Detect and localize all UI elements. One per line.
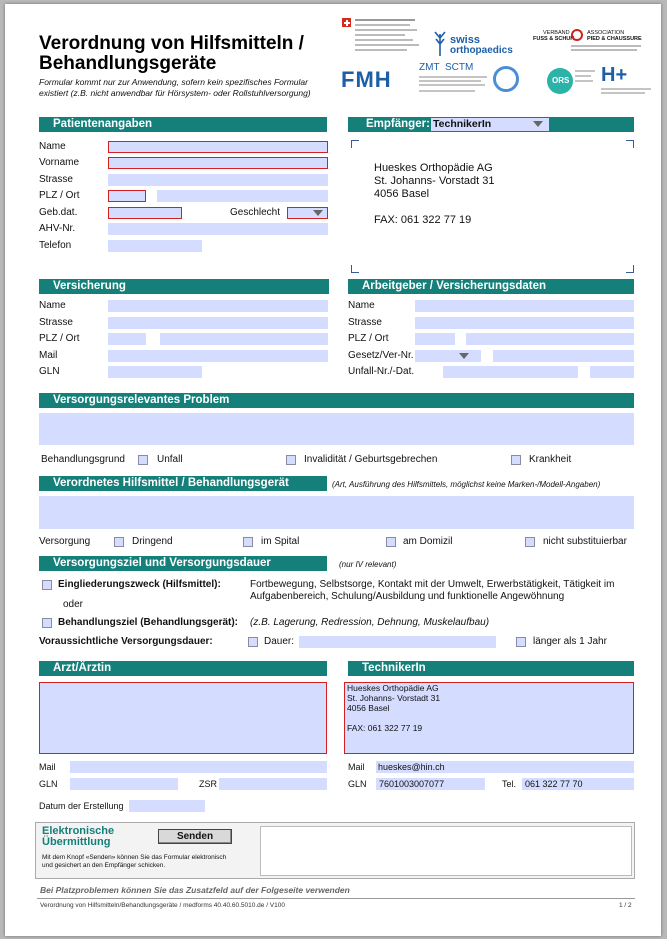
patient-geb-label: Geb.dat. (39, 207, 78, 218)
patient-ahv-field[interactable] (108, 223, 328, 235)
elektronisch-message-field[interactable] (260, 826, 632, 876)
krankheit-checkbox[interactable] (511, 455, 521, 465)
behandlungsziel-checkbox[interactable] (42, 618, 52, 628)
vers-gln-field[interactable] (108, 366, 202, 378)
techniker-tel-value: 061 322 77 70 (525, 779, 583, 789)
techniker-gln-label: GLN (348, 779, 367, 789)
tree-icon (433, 28, 447, 56)
fuss-schuh-logo: VERBAND FUSS & SCHUH ASSOCIATION PIED & CHAUSSURE (533, 28, 657, 58)
datum-erstellung-label: Datum der Erstellung (39, 801, 124, 811)
vers-ort-field[interactable] (160, 333, 328, 345)
eingliederung-label: Eingliederungszweck (Hilfsmittel): (58, 579, 221, 590)
oder-label: oder (63, 599, 84, 610)
patient-telefon-label: Telefon (39, 240, 72, 251)
spital-label: im Spital (261, 536, 300, 547)
invaliditaet-label: Invalidität / Geburtsgebrechen (304, 454, 438, 465)
problem-section-header: Versorgungsrelevantes Problem (39, 393, 634, 408)
ag-plz-field[interactable] (415, 333, 455, 345)
ziel-section-header: Versorgungsziel und Versorgungsdauer (39, 556, 327, 571)
patient-geschlecht-label: Geschlecht (230, 207, 281, 218)
eingliederung-text-line2: Aufgabenbereich, Schulung/Ausbildung und funktionelle Angewöhnung (250, 591, 565, 602)
elektronisch-title-line2: Übermittlung (42, 836, 111, 848)
spital-checkbox[interactable] (243, 537, 253, 547)
techniker-mail-label: Mail (348, 762, 365, 772)
elektronisch-desc-line1: Mit dem Knopf «Senden» können Sie das Formular elektronisch (42, 854, 227, 861)
techniker-section-header: TechnikerIn (348, 661, 634, 676)
techniker-gln-field[interactable] (376, 778, 485, 790)
circle-ring-logo (493, 66, 519, 92)
patient-geschlecht-select[interactable] (287, 207, 328, 219)
patient-section-header: Patientenangaben (39, 117, 327, 132)
chevron-down-icon (533, 121, 543, 127)
vers-name-field[interactable] (108, 300, 328, 312)
techniker-fax: FAX: 061 322 77 19 (347, 723, 423, 733)
behandlungsziel-label: Behandlungsziel (Behandlungsgerät): (58, 617, 239, 628)
ag-strasse-label: Strasse (348, 317, 382, 328)
vers-strasse-field[interactable] (108, 317, 328, 329)
techniker-tel-field[interactable] (522, 778, 634, 790)
arzt-mail-field[interactable] (70, 761, 327, 773)
techniker-address-line2: St. Johanns- Vorstadt 31 (347, 693, 441, 703)
techniker-gln-value: 7601003007077 (379, 779, 445, 789)
ag-strasse-field[interactable] (415, 317, 634, 329)
footer-divider (37, 898, 635, 899)
empfaenger-fax: FAX: 061 322 77 19 (374, 214, 472, 226)
laenger-checkbox[interactable] (516, 637, 526, 647)
vers-gln-label: GLN (39, 366, 60, 377)
ag-ort-field[interactable] (466, 333, 634, 345)
ag-name-field[interactable] (415, 300, 634, 312)
nicht-substituierbar-label: nicht substituierbar (543, 536, 627, 547)
arzt-section-header: Arzt/Ärztin (39, 661, 327, 676)
ziel-note: (nur IV relevant) (339, 560, 397, 569)
techniker-address-line1: Hueskes Orthopädie AG (347, 683, 439, 693)
patient-plz-field[interactable] (108, 190, 146, 202)
dauer-checkbox[interactable] (248, 637, 258, 647)
arzt-gln-field[interactable] (70, 778, 178, 790)
vers-strasse-label: Strasse (39, 317, 73, 328)
chevron-down-icon (459, 353, 469, 359)
behandlungsziel-text: (z.B. Lagerung, Redression, Dehnung, Muskelaufbau) (250, 617, 490, 628)
senden-button-label: Senden (176, 831, 214, 842)
domizil-checkbox[interactable] (386, 537, 396, 547)
patient-ort-field[interactable] (157, 190, 328, 202)
logo-text-orthopaedics: orthopaedics (450, 45, 513, 56)
invaliditaet-checkbox[interactable] (286, 455, 296, 465)
swiss-cross-logo (342, 18, 351, 27)
hilfsmittel-textarea[interactable] (39, 496, 634, 529)
eingliederung-text-line1: Fortbewegung, Selbstsorge, Kontakt mit der Umwelt, Erwerbstätigkeit, Tätigkeit im (250, 579, 615, 590)
techniker-address-line3: 4056 Basel (347, 703, 390, 713)
arzt-zsr-label: ZSR (199, 779, 217, 789)
elektronisch-box (35, 822, 635, 879)
patient-name-field[interactable] (108, 141, 328, 153)
ag-unfall-nr-field[interactable] (443, 366, 578, 378)
domizil-label: am Domizil (403, 536, 453, 547)
dauer-field[interactable] (299, 636, 496, 648)
arzt-stamp-area[interactable] (39, 682, 327, 754)
ag-unfall-label: Unfall-Nr./-Dat. (348, 366, 415, 377)
platz-hinweis: Bei Platzproblemen können Sie das Zusatzfeld auf der Folgeseite verwenden (40, 885, 350, 895)
empfaenger-address-line1: Hueskes Orthopädie AG (374, 162, 493, 174)
empfaenger-select[interactable] (431, 118, 549, 131)
patient-vorname-field[interactable] (108, 157, 328, 169)
techniker-stamp-area[interactable] (344, 682, 634, 754)
unfall-checkbox[interactable] (138, 455, 148, 465)
senden-button[interactable] (158, 829, 232, 844)
footer-page-number: 1 / 2 (619, 902, 632, 909)
arzt-gln-label: GLN (39, 779, 58, 789)
patient-strasse-label: Strasse (39, 174, 73, 185)
unfall-label: Unfall (157, 454, 183, 465)
vers-name-label: Name (39, 300, 66, 311)
hplus-logo: H+ (601, 64, 628, 86)
patient-plz-label: PLZ / Ort (39, 190, 80, 201)
logo-text-swiss: swiss (450, 34, 480, 46)
techniker-mail-value: hueskes@hin.ch (378, 762, 445, 772)
vers-plz-field[interactable] (108, 333, 146, 345)
arzt-zsr-field[interactable] (219, 778, 327, 790)
ag-unfall-dat-field[interactable] (590, 366, 634, 378)
techniker-mail-field[interactable] (376, 761, 634, 773)
patient-ahv-label: AHV-Nr. (39, 223, 76, 234)
datum-erstellung-field[interactable] (129, 800, 205, 812)
eingliederung-checkbox[interactable] (42, 580, 52, 590)
empfaenger-address-line2: St. Johanns- Vorstadt 31 (374, 175, 495, 187)
patient-strasse-field[interactable] (108, 174, 328, 186)
vers-plz-label: PLZ / Ort (39, 333, 80, 344)
patient-geb-field[interactable] (108, 207, 182, 219)
chevron-down-icon (313, 210, 323, 216)
empfaenger-address-line3: 4056 Basel (374, 188, 430, 200)
dauer-label: Dauer: (264, 636, 295, 647)
patient-vorname-label: Vorname (39, 157, 80, 168)
nicht-substituierbar-checkbox[interactable] (525, 537, 535, 547)
techniker-tel-label: Tel. (502, 779, 517, 789)
ag-gesetz-select[interactable] (415, 350, 481, 362)
empfaenger-label: Empfänger: (366, 118, 430, 130)
patient-telefon-field[interactable] (108, 240, 202, 252)
ag-name-label: Name (348, 300, 375, 311)
behandlungsgrund-label: Behandlungsgrund (41, 454, 125, 465)
arbeitgeber-section-header: Arbeitgeber / Versicherungsdaten (348, 279, 634, 294)
vers-mail-field[interactable] (108, 350, 328, 362)
ag-plz-label: PLZ / Ort (348, 333, 389, 344)
page-title: Verordnung von Hilfsmitteln / Behandlungsgeräte (39, 33, 304, 74)
problem-textarea[interactable] (39, 413, 634, 445)
patient-name-label: Name (39, 141, 66, 152)
versorgung-label: Versorgung (39, 536, 91, 547)
versorgungsdauer-label: Voraussichtliche Versorgungsdauer: (39, 636, 213, 647)
ors-logo: ORS (547, 68, 573, 94)
versicherung-section-header: Versicherung (39, 279, 329, 294)
hilfsmittel-section-header: Verordnetes Hilfsmittel / Behandlungsgerät (39, 476, 327, 491)
dringend-checkbox[interactable] (114, 537, 124, 547)
form-page (5, 4, 661, 936)
hilfsmittel-note: (Art, Ausführung des Hilfsmittels, möglichst keine Marken-/Modell-Angaben) (332, 480, 601, 489)
laenger-label: länger als 1 Jahr (533, 636, 607, 647)
zmt-sctm-logo: ZMT SCTM (419, 62, 489, 98)
elektronisch-desc-line2: und gesichert an den Empfänger schicken. (42, 862, 166, 869)
vers-mail-label: Mail (39, 350, 58, 361)
empfaenger-select-value: TechnikerIn (433, 118, 492, 130)
ag-gesetz-label: Gesetz/Ver-Nr. (348, 350, 414, 361)
confederation-text-logo (355, 17, 421, 69)
ag-vernr-field[interactable] (493, 350, 634, 362)
swiss-orthopaedics-logo (433, 28, 519, 58)
shoe-icon (571, 29, 583, 41)
footer-document-id: Verordnung von Hilfsmitteln/Behandlungsgeräte / medforms 40.40.60.5010.de / V100 (40, 902, 285, 909)
page-subtitle: Formular kommt nur zur Anwendung, sofern kein spezifisches Formular existiert (z.B. nicht anwendbar für Hörsystem- oder Rollstuhlversorgung) (39, 77, 311, 98)
krankheit-label: Krankheit (529, 454, 572, 465)
fmh-logo: FMH (341, 67, 392, 92)
dringend-label: Dringend (132, 536, 173, 547)
elektronisch-title-line1: Elektronische (42, 825, 115, 837)
arzt-mail-label: Mail (39, 762, 56, 772)
